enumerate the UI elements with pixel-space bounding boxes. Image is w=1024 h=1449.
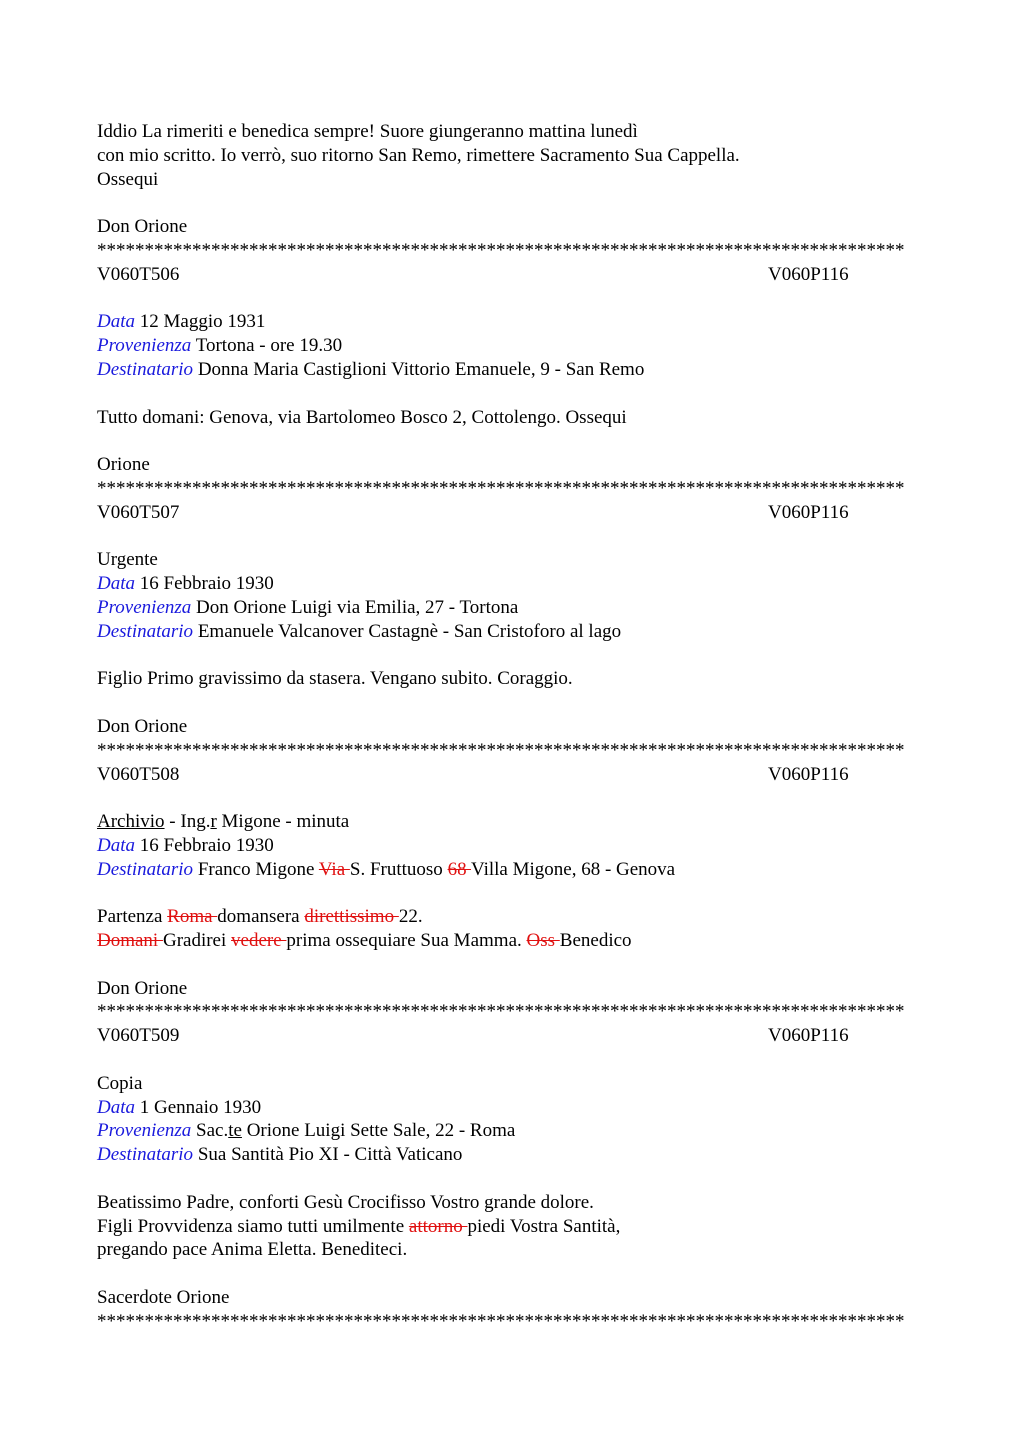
body-text: Benedico — [559, 930, 632, 952]
code-right: V060P116 — [768, 1025, 849, 1047]
data-line — [97, 834, 927, 858]
provenienza-line — [97, 596, 927, 620]
entry-codes — [97, 1024, 927, 1048]
document-page — [97, 120, 927, 1334]
destinatario-label: Destinatario — [97, 620, 194, 642]
data-label: Data — [97, 573, 135, 595]
note-superscript: r — [210, 811, 217, 833]
entry-codes — [97, 501, 927, 525]
destinatario-text: Villa Migone, 68 - Genova — [470, 858, 676, 880]
data-label: Data — [97, 834, 135, 856]
body-text: prima ossequiare Sua Mamma. — [286, 930, 527, 952]
body-line: Iddio La rimeriti e benedica sempre! Suore giungeranno mattina lunedì — [97, 121, 638, 142]
code-left: V060T507 — [97, 501, 180, 523]
body-line: pregando pace Anima Eletta. Benediteci. — [97, 1239, 408, 1261]
data-value: 1 Gennaio 1930 — [139, 1096, 262, 1118]
code-left: V060T506 — [97, 263, 180, 285]
note-text: Migone - minuta — [216, 811, 350, 833]
destinatario-line — [97, 858, 927, 882]
deleted-text: 68 — [447, 858, 471, 880]
entry-codes — [97, 263, 927, 287]
note-line — [97, 810, 927, 834]
deleted-text: attorno — [408, 1215, 468, 1237]
deleted-text: direttissimo — [304, 906, 399, 928]
body-text: 22. — [398, 906, 423, 928]
entry-codes — [97, 763, 927, 787]
destinatario-line — [97, 620, 927, 644]
separator: ************************************************************************************* — [97, 739, 905, 761]
archivio-label: Archivio — [97, 811, 165, 833]
note-text: - Ing. — [164, 811, 211, 833]
provenienza-label: Provenienza — [97, 596, 192, 618]
body-line: Tutto domani: Genova, via Bartolomeo Bosco 2, Cottolengo. Ossequi — [97, 406, 627, 428]
note-line: Copia — [97, 1072, 143, 1094]
destinatario-value: Donna Maria Castiglioni Vittorio Emanuele, 9 - San Remo — [197, 358, 645, 380]
body-text: Partenza — [97, 906, 168, 928]
data-label: Data — [97, 1096, 135, 1118]
body-line — [97, 905, 927, 929]
body-text: Figli Provvidenza siamo tutti umilmente — [97, 1215, 409, 1237]
provenienza-text: Sac. — [196, 1120, 229, 1142]
deleted-text: Domani — [97, 930, 163, 952]
code-right: V060P116 — [768, 501, 849, 523]
note-line: Urgente — [97, 549, 158, 571]
body-line — [97, 1215, 927, 1239]
body-text: piedi Vostra Santità, — [467, 1215, 621, 1237]
data-line — [97, 572, 927, 596]
destinatario-text: S. Fruttuoso — [349, 858, 448, 880]
signature: Don Orione — [97, 715, 188, 737]
data-label: Data — [97, 311, 135, 333]
separator: ************************************************************************************* — [97, 1001, 905, 1023]
body-line — [97, 929, 927, 953]
separator: ************************************************************************************* — [97, 239, 905, 261]
data-value: 16 Febbraio 1930 — [139, 573, 274, 595]
provenienza-line — [97, 334, 927, 358]
signature: Don Orione — [97, 216, 188, 238]
provenienza-superscript: te — [228, 1120, 242, 1142]
deleted-text: Roma — [167, 906, 218, 928]
body-line: Ossequi — [97, 168, 159, 190]
signature: Don Orione — [97, 977, 188, 999]
body-text: domansera — [217, 906, 305, 928]
code-left: V060T509 — [97, 1025, 180, 1047]
destinatario-label: Destinatario — [97, 858, 194, 880]
signature: Sacerdote Orione — [97, 1287, 230, 1309]
provenienza-label: Provenienza — [97, 1120, 192, 1142]
deleted-text: Via — [318, 858, 350, 880]
deleted-text: Oss — [526, 930, 560, 952]
deleted-text: vedere — [231, 930, 287, 952]
destinatario-label: Destinatario — [97, 358, 194, 380]
destinatario-value: Sua Santità Pio XI - Città Vaticano — [197, 1144, 463, 1166]
body-line: Beatissimo Padre, conforti Gesù Crocifisso Vostro grande dolore. — [97, 1191, 594, 1213]
destinatario-line — [97, 1143, 927, 1167]
provenienza-value: Tortona - ore 19.30 — [195, 335, 343, 357]
body-text: Gradirei — [162, 930, 232, 952]
destinatario-label: Destinatario — [97, 1144, 194, 1166]
code-right: V060P116 — [768, 263, 849, 285]
body-line: Figlio Primo gravissimo da stasera. Vengano subito. Coraggio. — [97, 668, 573, 690]
data-value: 12 Maggio 1931 — [139, 311, 266, 333]
data-value: 16 Febbraio 1930 — [139, 834, 274, 856]
separator: ************************************************************************************* — [97, 1310, 905, 1332]
separator: ************************************************************************************* — [97, 477, 905, 499]
provenienza-label: Provenienza — [97, 335, 192, 357]
provenienza-line — [97, 1119, 927, 1143]
body-line: con mio scritto. Io verrò, suo ritorno San Remo, rimettere Sacramento Sua Cappella. — [97, 144, 740, 166]
destinatario-line — [97, 358, 927, 382]
data-line — [97, 310, 927, 334]
destinatario-value: Emanuele Valcanover Castagnè - San Cristoforo al lago — [197, 620, 622, 642]
code-left: V060T508 — [97, 763, 180, 785]
signature: Orione — [97, 454, 150, 476]
provenienza-text: Orione Luigi Sette Sale, 22 - Roma — [241, 1120, 516, 1142]
data-line — [97, 1096, 927, 1120]
code-right: V060P116 — [768, 763, 849, 785]
destinatario-text: Franco Migone — [197, 858, 319, 880]
provenienza-value: Don Orione Luigi via Emilia, 27 - Tortona — [196, 596, 519, 618]
